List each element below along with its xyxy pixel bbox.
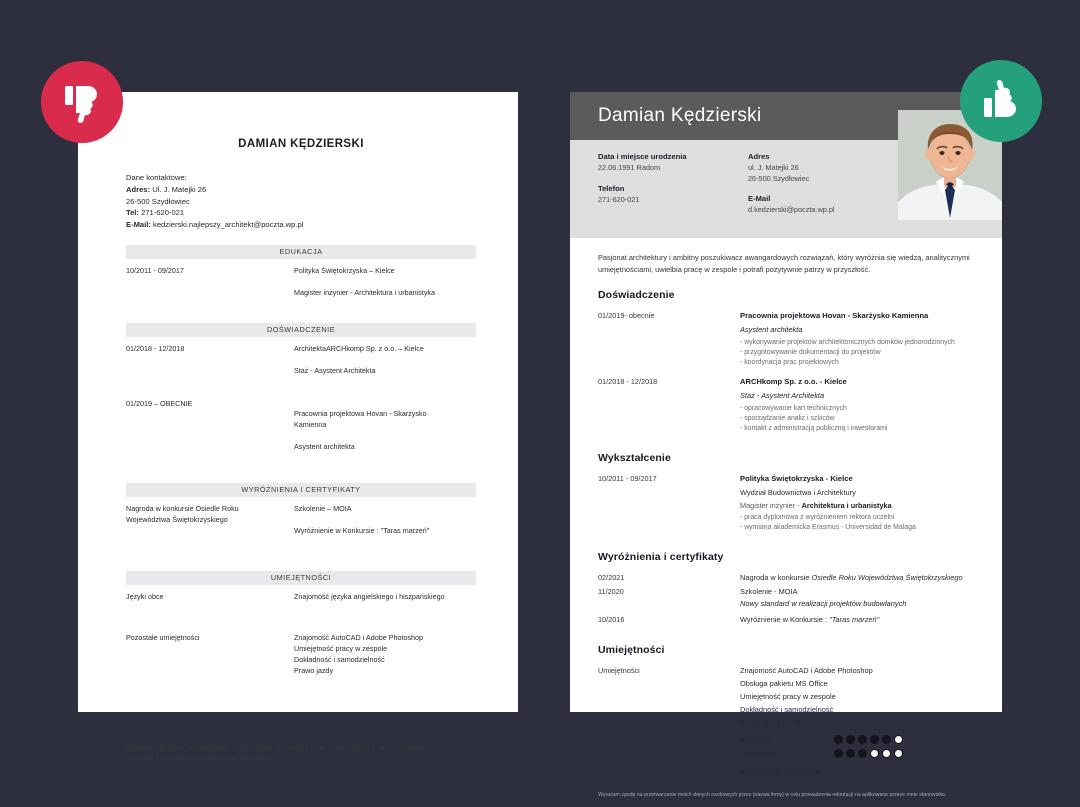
address-line2: 26-500 Szydłowiec xyxy=(748,173,810,183)
phone-label: Telefon xyxy=(598,183,625,193)
date-range: 10/2011 - 09/2017 xyxy=(598,474,657,483)
role-title: Asystent architekta xyxy=(740,325,803,334)
skill-line: Dokładność i samodzielność xyxy=(740,705,834,714)
languages-item xyxy=(598,734,974,762)
spacer xyxy=(294,387,476,397)
section-header-doswiadczenie: DOŚWIADCZENIE xyxy=(126,323,476,337)
degree-prefix: Magister inżynier - xyxy=(740,501,802,510)
award-title: "Taras marzeń" xyxy=(829,615,880,624)
contact-heading: Dane kontaktowe: xyxy=(126,173,187,182)
heading-experience: Doświadczenie xyxy=(598,289,675,301)
award-name: Nagroda w konkursie Osiedle Roku Województwa Świętokrzyskiego xyxy=(126,503,239,524)
bullet: - praca dyplomowa z wyróżnieniem rektora uczelni xyxy=(740,514,895,521)
heading-education: Wykształcenie xyxy=(598,452,671,464)
language-name: Hiszpański xyxy=(740,749,776,758)
section-body-doswiadczenie xyxy=(126,343,476,463)
skill-line: Obsługa pakietu MS Office xyxy=(740,679,828,688)
rating-dot xyxy=(894,749,903,758)
good-cv-name: Damian Kędzierski xyxy=(598,105,762,126)
contact-col-left xyxy=(598,152,748,224)
bullet: - przygotowywanie dokumentacji do projektów xyxy=(740,349,881,356)
role-title: Staż - Asystent Architekta xyxy=(740,391,825,400)
skill-label: Pozostałe umiejętności xyxy=(126,632,200,642)
entry-line: Znajomość języka angielskiego i hiszpańskiego xyxy=(294,591,445,601)
address-label: Adres xyxy=(748,152,770,161)
skill-line: Umiejętność pracy w zespole xyxy=(740,692,836,701)
good-cv-consent: Wyrażam zgodę na przetwarzanie moich danych osobowych przez (nazwa firmy) w celu prowadzenia rekrutacji na aplikowane przeze mnie stanowisko. xyxy=(598,792,947,798)
entry-line: Szkolenie – MOIA xyxy=(294,503,352,513)
address-value: Ul. J. Matejki 26 xyxy=(152,184,207,194)
bad-cv-consent: Wyrażam zgodę na przetwarzanie moich danych osobowych przez (nazwa firmy) w celu prowadzenia rekrutacji na aplikowane przeze mnie stanowisko. xyxy=(126,744,432,762)
entry-line: Pracownia projektowa Hovan - Skarżysko Kamienna xyxy=(294,408,427,429)
bullet: - wymiana akademicka Erasmus - Universidad de Malaga xyxy=(740,524,916,531)
skills-label: Umiejętności xyxy=(598,666,640,675)
entry-line: Polityka Świętokrzyska – Kielce xyxy=(294,265,395,275)
rating-dot xyxy=(894,735,903,744)
date-range: 02/2021 xyxy=(598,573,625,582)
entry-line: Asystent architekta xyxy=(294,441,355,451)
skill-label: Języki obce xyxy=(126,591,164,601)
award-label: Wyróżnienie w Konkursie : xyxy=(740,615,830,624)
contact-address xyxy=(126,184,476,196)
thumbs-up-icon xyxy=(981,81,1021,121)
address-line1: ul. J. Matejki 26 xyxy=(748,163,799,172)
rating-dot xyxy=(882,735,891,744)
language-name: Angielski xyxy=(740,735,770,744)
languages-label: Języki obce xyxy=(598,735,637,744)
award-text xyxy=(740,614,974,625)
good-cv-body xyxy=(570,238,1002,807)
good-cv-contact-block xyxy=(570,140,1002,238)
section-body-wyroznienia xyxy=(126,503,476,547)
rating-dot xyxy=(870,749,879,758)
birth-value: 22.06.1991 Radom xyxy=(598,163,661,172)
language-row xyxy=(740,734,974,745)
faculty-name: Wydział Budownictwa i Architektury xyxy=(740,488,856,497)
experience-item xyxy=(598,310,974,368)
award-text xyxy=(740,572,974,583)
contact-tel xyxy=(126,207,476,219)
rating-dot xyxy=(858,749,867,758)
entry-line: Wyróżnienie w Konkursie : "Taras marzeń" xyxy=(294,525,430,535)
section-body-edukacja xyxy=(126,265,476,309)
language-rating-english xyxy=(834,735,903,744)
rating-dot xyxy=(858,735,867,744)
email-value: d.kedzierski@poczta.wp.pl xyxy=(748,205,835,214)
company-name: ARCHkomp Sp. z o.o. - Kielce xyxy=(740,377,847,386)
section-header-wyroznienia: WYRÓŻNIENIA I CERTYFIKATY xyxy=(126,483,476,497)
tel-value: 271-620-021 xyxy=(141,208,185,218)
date-range: 01/2019 – OBECNIE xyxy=(126,398,193,408)
section-body-umiejetnosci xyxy=(126,591,476,676)
entry-line: Umiejętność pracy w zespole xyxy=(294,643,388,653)
date-range: 01/2018 - 12/2018 xyxy=(598,377,658,386)
interests-item xyxy=(598,766,974,779)
bullet: - opracowywanie kart technicznych xyxy=(740,405,847,412)
experience-item xyxy=(598,376,974,434)
award-label: Nagroda w konkursie xyxy=(740,573,812,582)
thumbs-down-badge xyxy=(41,61,123,143)
email-label: E-Mail: xyxy=(126,220,151,230)
date-range: 01/2018 - 12/2018 xyxy=(126,343,185,353)
award-item xyxy=(598,572,974,584)
entry-line: Prawo jazdy xyxy=(294,665,334,675)
heading-skills: Umiejętności xyxy=(598,644,665,656)
interests-label: Zainteresowania xyxy=(598,767,652,776)
rating-dot xyxy=(882,749,891,758)
good-cv-document xyxy=(570,92,1002,798)
spacer xyxy=(126,613,294,621)
date-range: 11/2020 xyxy=(598,587,624,596)
language-row xyxy=(740,748,974,759)
degree-field: Architektura i urbanistyka xyxy=(801,501,892,510)
rating-dot xyxy=(846,735,855,744)
award-item xyxy=(598,586,974,612)
entry-line: Magister inżynier - Architektura i urbanistyka xyxy=(294,287,436,297)
bad-cv-document xyxy=(78,92,518,762)
date-range: 10/2016 xyxy=(598,615,625,624)
spacer xyxy=(294,613,476,621)
bullet: - wykonywanie projektów architektonicznych domków jednorodzinnych xyxy=(740,339,955,346)
award-label: Szkolenie - MOIA xyxy=(740,587,798,596)
bad-cv-contact-block xyxy=(126,172,476,231)
phone-value: 271-620-021 xyxy=(598,194,640,204)
skills-item xyxy=(598,665,974,730)
email-value: kedzierski.najlepszy_architekt@poczta.wp.pl xyxy=(153,220,304,230)
company-name: Pracownia projektowa Hovan - Skarżysko Kamienna xyxy=(740,311,929,320)
heading-awards: Wyróżnienia i certyfikaty xyxy=(598,551,724,563)
award-subtitle: Nowy standard w realizacji projektów budowlanych xyxy=(740,599,907,608)
section-header-edukacja: EDUKACJA xyxy=(126,245,476,259)
skill-line: Prawo jazdy kat. B xyxy=(740,718,802,727)
rating-dot xyxy=(870,735,879,744)
skill-line: Znajomość AutoCAD i Adobe Photoshop xyxy=(740,666,873,675)
date-range: 01/2019- obecnie xyxy=(598,311,655,320)
rating-dot xyxy=(846,749,855,758)
bullet: - koordynacja prac projektowych xyxy=(740,359,839,366)
email-label: E-Mail xyxy=(748,194,771,203)
entry-line: Staż - Asystent Architekta xyxy=(294,365,376,375)
address-label: Adres: xyxy=(126,184,151,194)
tel-label: Tel: xyxy=(126,208,139,218)
spacer xyxy=(126,365,294,387)
school-name: Polityka Świętokrzyska - Kielce xyxy=(740,474,853,483)
good-cv-intro: Pasjonat architektury i ambitny poszukiwacz awangardowych rozwiązań, który wyróżnia się wiedzą, analitycznymi umiejętnościami, uwielbia pracę w zespole i potrafi pozytywnie patrzy w przyszłość. xyxy=(598,253,970,274)
contact-city: 26-500 Szydłowiec xyxy=(126,196,190,206)
entry-line: Znajomość AutoCAD i Adobe Photoshop xyxy=(294,632,424,642)
interests-value: Modelarstwo odlewnicze xyxy=(740,767,821,776)
date-range: 10/2011 - 09/2017 xyxy=(126,265,184,275)
bullet: - kontakt z administracją publiczną i inwestorami xyxy=(740,425,888,432)
contact-email xyxy=(126,219,476,231)
bad-cv-name: DAMIAN KĘDZIERSKI xyxy=(238,138,364,150)
award-item xyxy=(598,614,974,626)
entry-line: ArchitektaARCHkomp Sp. z o.o. – Kielce xyxy=(294,343,424,353)
degree-line xyxy=(740,500,974,511)
thumbs-up-badge xyxy=(960,60,1042,142)
language-rating-spanish xyxy=(834,749,903,758)
birth-label: Data i miejsce urodzenia xyxy=(598,152,687,161)
rating-dot xyxy=(834,749,843,758)
rating-dot xyxy=(834,735,843,744)
bullet: - sporządzanie analiz i szkiców xyxy=(740,415,835,422)
education-item xyxy=(598,473,974,533)
award-title: Osiedle Roku Województwa Świętokrzyskiego xyxy=(811,573,963,582)
thumbs-down-icon xyxy=(62,82,102,122)
entry-line: Dokładność i samodzielność xyxy=(294,654,385,664)
section-header-umiejetnosci: UMIEJĘTNOŚCI xyxy=(126,571,476,585)
